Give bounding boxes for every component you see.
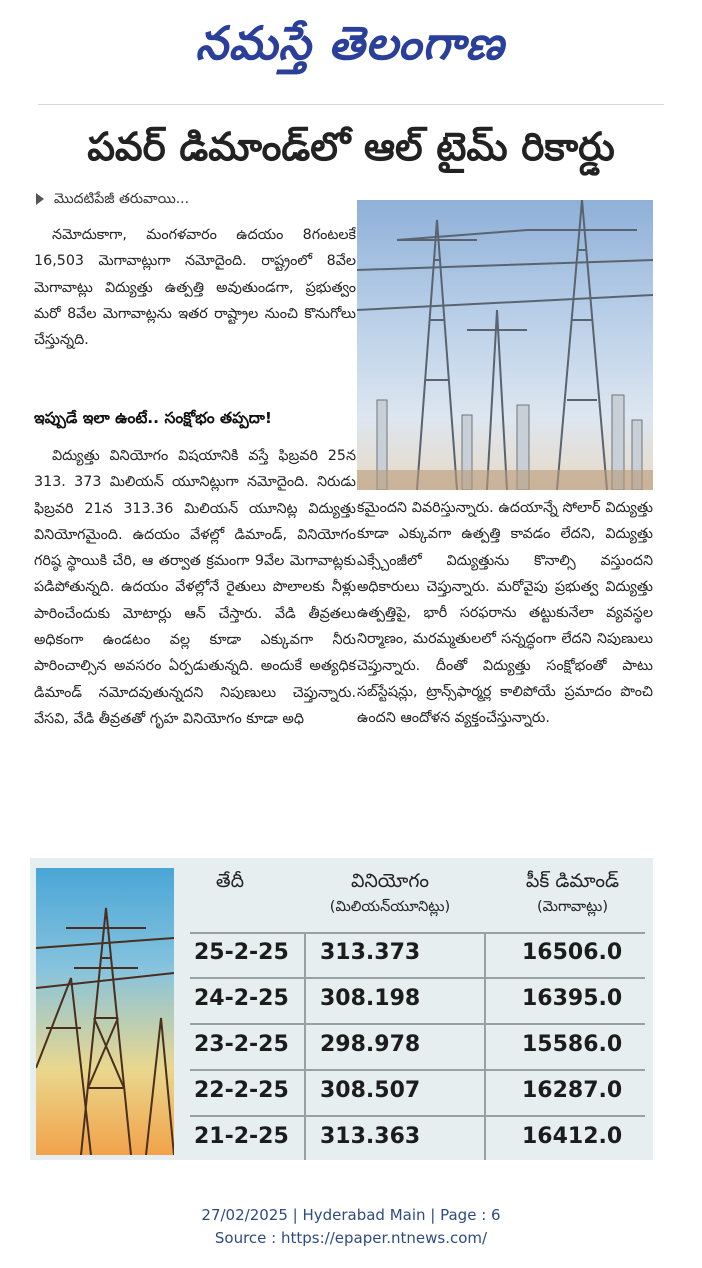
row-consumption: 313.373 [320,940,421,965]
substation-illustration [357,200,653,490]
table-rule [190,977,645,979]
continued-from-front-page [36,187,189,211]
row-consumption: 308.507 [320,1078,421,1103]
table-rule [190,932,645,934]
table-rule [190,1115,645,1117]
transmission-tower-photo [36,868,174,1155]
row-peak-demand: 16395.0 [522,986,623,1011]
row-date: 21-2-25 [194,1124,289,1149]
row-date: 23-2-25 [194,1032,289,1057]
row-date: 22-2-25 [194,1078,289,1103]
article-subheading: ఇప్పుడే ఇలా ఉంటే.. సంక్షోభం తప్పదా! [34,409,272,427]
row-date: 24-2-25 [194,986,289,1011]
row-peak-demand: 16506.0 [522,940,623,965]
row-peak-demand: 15586.0 [522,1032,623,1057]
column-header-date: తేదీ [215,870,245,892]
article-headline: పవర్ డిమాండ్‌లో ఆల్ టైమ్ రికార్డు [87,125,615,170]
tower-illustration [36,868,174,1155]
chevron-right-icon [36,193,44,205]
table-rule [190,1023,645,1025]
edition-info: 27/02/2025 | Hyderabad Main | Page : 6 [201,1206,501,1224]
column-header-peak-demand: పీక్ డిమాండ్ (మెగావాట్లు) [525,870,620,915]
continued-label: మొదటిపేజీ తరువాయి... [54,191,190,207]
source-url: Source : https://epaper.ntnews.com/ [214,1229,488,1247]
article-column-right [357,495,653,732]
article-paragraph: కమైందని వివరిస్తున్నారు. ఉదయాన్నే సోలార్ విద్యుత్తు కూడా ఎక్కువగా ఉత్పత్తి కావడం లేదని, విద్యుత్తు ఎక్స్చేంజీలో విద్యుత్తును కొనాల్సి వస్తుందని అధికారులు చెప్తున్నారు. మరోవైపు ప్రభుత్వ విద్యుత్తు ఉత్పత్తిపై, భారీ సరఫరాను తట్టుకునేలా వ్యవస్థల నిర్మాణం, మరమ్మతులలో సన్నద్ధంగా లేదని నిపుణులు చెప్తున్నారు. దీంతో విద్యుత్తు సంక్షోభంతో పాటు సబ్‌స్టేషన్లు, ట్రాన్స్‌ఫార్మర్ల కాలిపోయే ప్రమాదం పొంచి ఉందని ఆందోళన వ్యక్తంచేస్తున్నారు. [357,500,653,727]
article-paragraph: విద్యుత్తు వినియోగం విషయానికి వస్తే ఫిబ్రవరి 25న 313. 373 మిలియన్ యూనిట్లుగా నమోదైంది. నిరుడు ఫిబ్రవరి 21న 313.36 మిలియన్ యూనిట్ల విద్యుత్తు వినియోగమైంది. ఉదయం వేళల్లో డిమాండ్, వినియోగం గరిష్ఠ స్థాయికి చేరి, ఆ తర్వాత క్రమంగా 9వేల మెగావాట్లకు పడిపోతున్నది. ఉదయం వేళల్లోనే రైతులు పొలాలకు నీళ్లు పారించేందుకు మోటార్లు ఆన్ చేస్తారు. వేడి తీవ్రతలు అధికంగా ఉండటం వల్ల కూడా ఎక్కువగా నీరు పారించాల్సిన అవసరం ఏర్పడుతున్నది. అందుకే అత్యధిక డిమాండ్ నమోదవుతున్నదని నిపుణులు చెప్తున్నారు. వేసవి, వేడి తీవ్రతతో గృహ వినియోగం కూడా అధి [34,448,356,727]
masthead-divider [38,104,664,105]
article-paragraph: నమోదుకాగా, మంగళవారం ఉదయం 8గంటలకే 16,503 మెగావాట్లుగా నమోదైంది. రాష్ట్రంలో 8వేల మెగావాట్లు విద్యుత్తు ఉత్పత్తి అవుతుండగా, ప్రభుత్వం మరో 8వేల మెగావాట్లను ఇతర రాష్ట్రాల నుంచి కొనుగోలు చేస్తున్నది. [34,227,356,349]
substation-photo [357,200,653,490]
row-consumption: 313.363 [320,1124,421,1149]
column-header-consumption: వినియోగం (మిలియన్‌యూనిట్లు) [329,870,451,915]
row-date: 25-2-25 [194,940,289,965]
newspaper-masthead: నమస్తే తెలంగాణ [195,16,505,70]
row-consumption: 298.978 [320,1032,421,1057]
article-column-left-bottom [34,443,356,732]
row-consumption: 308.198 [320,986,421,1011]
row-peak-demand: 16412.0 [522,1124,623,1149]
table-rule [190,1069,645,1071]
table-column-rule [304,932,306,1160]
row-peak-demand: 16287.0 [522,1078,623,1103]
article-column-left-top [34,222,356,353]
table-column-rule [484,932,486,1160]
